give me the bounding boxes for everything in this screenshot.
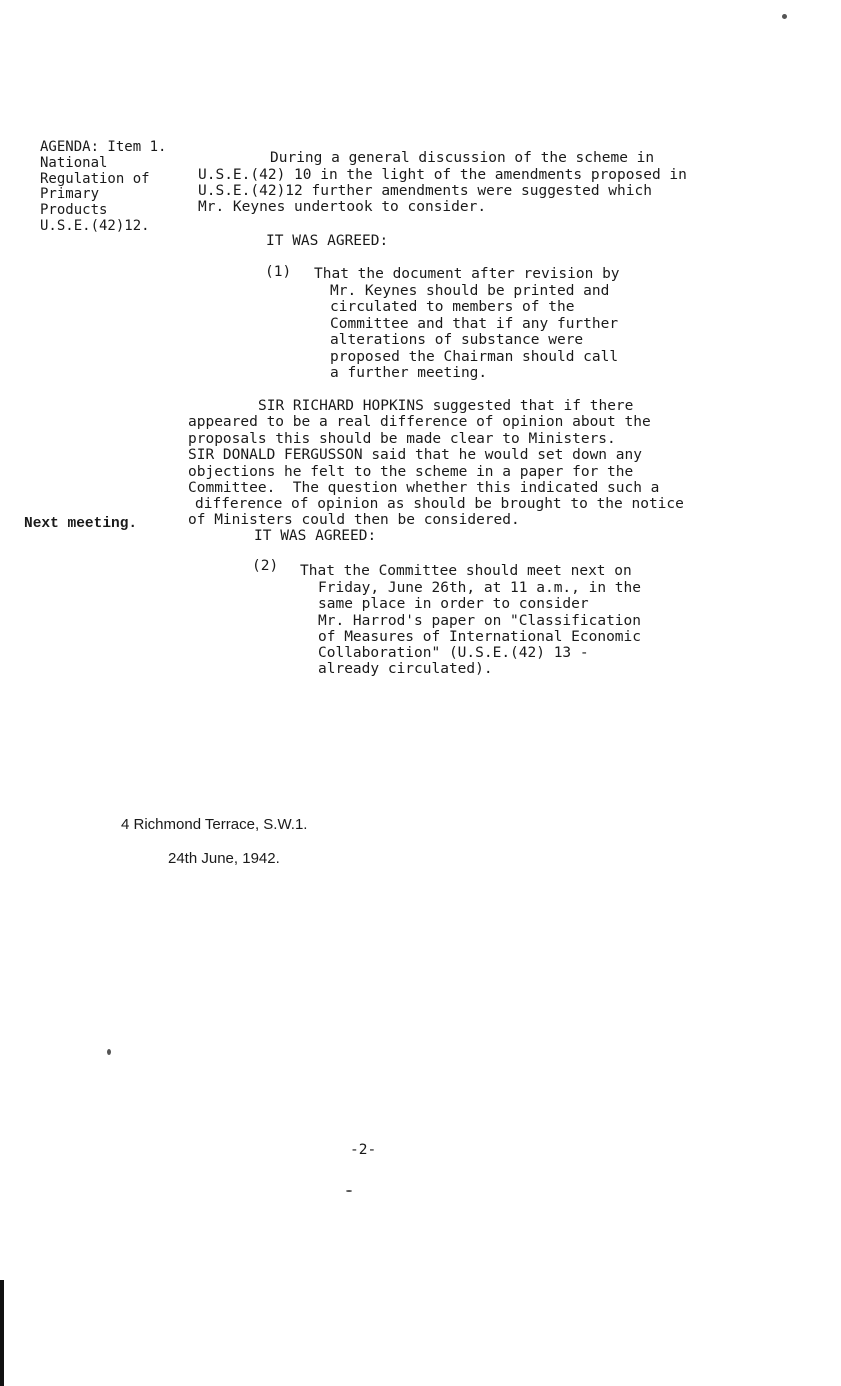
scan-speck [782, 14, 787, 19]
page-number: -2- [350, 1142, 377, 1158]
resolution-line: a further meeting. [330, 365, 488, 381]
document-date: 24th June, 1942. [168, 850, 280, 867]
resolution-line: Mr. Keynes should be printed and [330, 283, 610, 299]
resolution-line: of Measures of International Economic [318, 629, 642, 645]
resolution-line: alterations of substance were [330, 332, 584, 348]
paragraph-line: Mr. Keynes undertook to consider. [198, 199, 487, 215]
margin-line: National [40, 154, 108, 171]
paragraph-line: SIR DONALD FERGUSSON said that he would set down any [188, 447, 642, 463]
resolution-line: Committee and that if any further [330, 316, 619, 332]
scan-speck [107, 1049, 111, 1055]
paragraph-line: Committee. The question whether this indicated such a [188, 480, 660, 496]
resolution-line: Collaboration" (U.S.E.(42) 13 - [318, 645, 589, 661]
agenda-margin-note [40, 140, 190, 235]
agreed-heading: IT WAS AGREED: [266, 233, 389, 249]
margin-line: AGENDA: Item 1. [40, 139, 167, 155]
agreed-heading: IT WAS AGREED: [254, 528, 377, 544]
scan-edge-mark [0, 1280, 4, 1386]
resolution-line: Friday, June 26th, at 11 a.m., in the [318, 580, 642, 596]
address: 4 Richmond Terrace, S.W.1. [121, 816, 308, 833]
paragraph-line: difference of opinion as should be brought to the notice [195, 496, 684, 512]
paragraph-line: proposals this should be made clear to Ministers. [188, 431, 616, 447]
resolution-line: Mr. Harrod's paper on "Classification [318, 613, 642, 629]
paragraph-line: SIR RICHARD HOPKINS suggested that if there [258, 398, 634, 414]
paragraph-line: appeared to be a real difference of opinion about the [188, 414, 651, 430]
resolution-number: (1) [265, 264, 292, 280]
paragraph-line: of Ministers could then be considered. [188, 512, 520, 528]
margin-line: Products [40, 202, 108, 219]
resolution-line: same place in order to consider [318, 596, 589, 612]
resolution-line: That the document after revision by [314, 266, 620, 282]
paragraph-line: objections he felt to the scheme in a paper for the [188, 464, 634, 480]
next-meeting-label: Next meeting. [24, 516, 138, 532]
paragraph-line: U.S.E.(42) 10 in the light of the amendments proposed in [198, 167, 687, 183]
resolution-line: circulated to members of the [330, 299, 575, 315]
paragraph-line: U.S.E.(42)12 further amendments were suggested which [198, 183, 652, 199]
margin-line: U.S.E.(42)12. [40, 217, 150, 234]
resolution-line: already circulated). [318, 661, 493, 677]
resolution-number: (2) [252, 558, 279, 574]
scan-speck [346, 1190, 352, 1192]
resolution-line: That the Committee should meet next on [300, 563, 632, 579]
margin-line: Primary [40, 186, 100, 203]
paragraph-line: During a general discussion of the scheme in [270, 150, 655, 166]
margin-line: Regulation of [40, 170, 150, 187]
resolution-line: proposed the Chairman should call [330, 349, 619, 365]
